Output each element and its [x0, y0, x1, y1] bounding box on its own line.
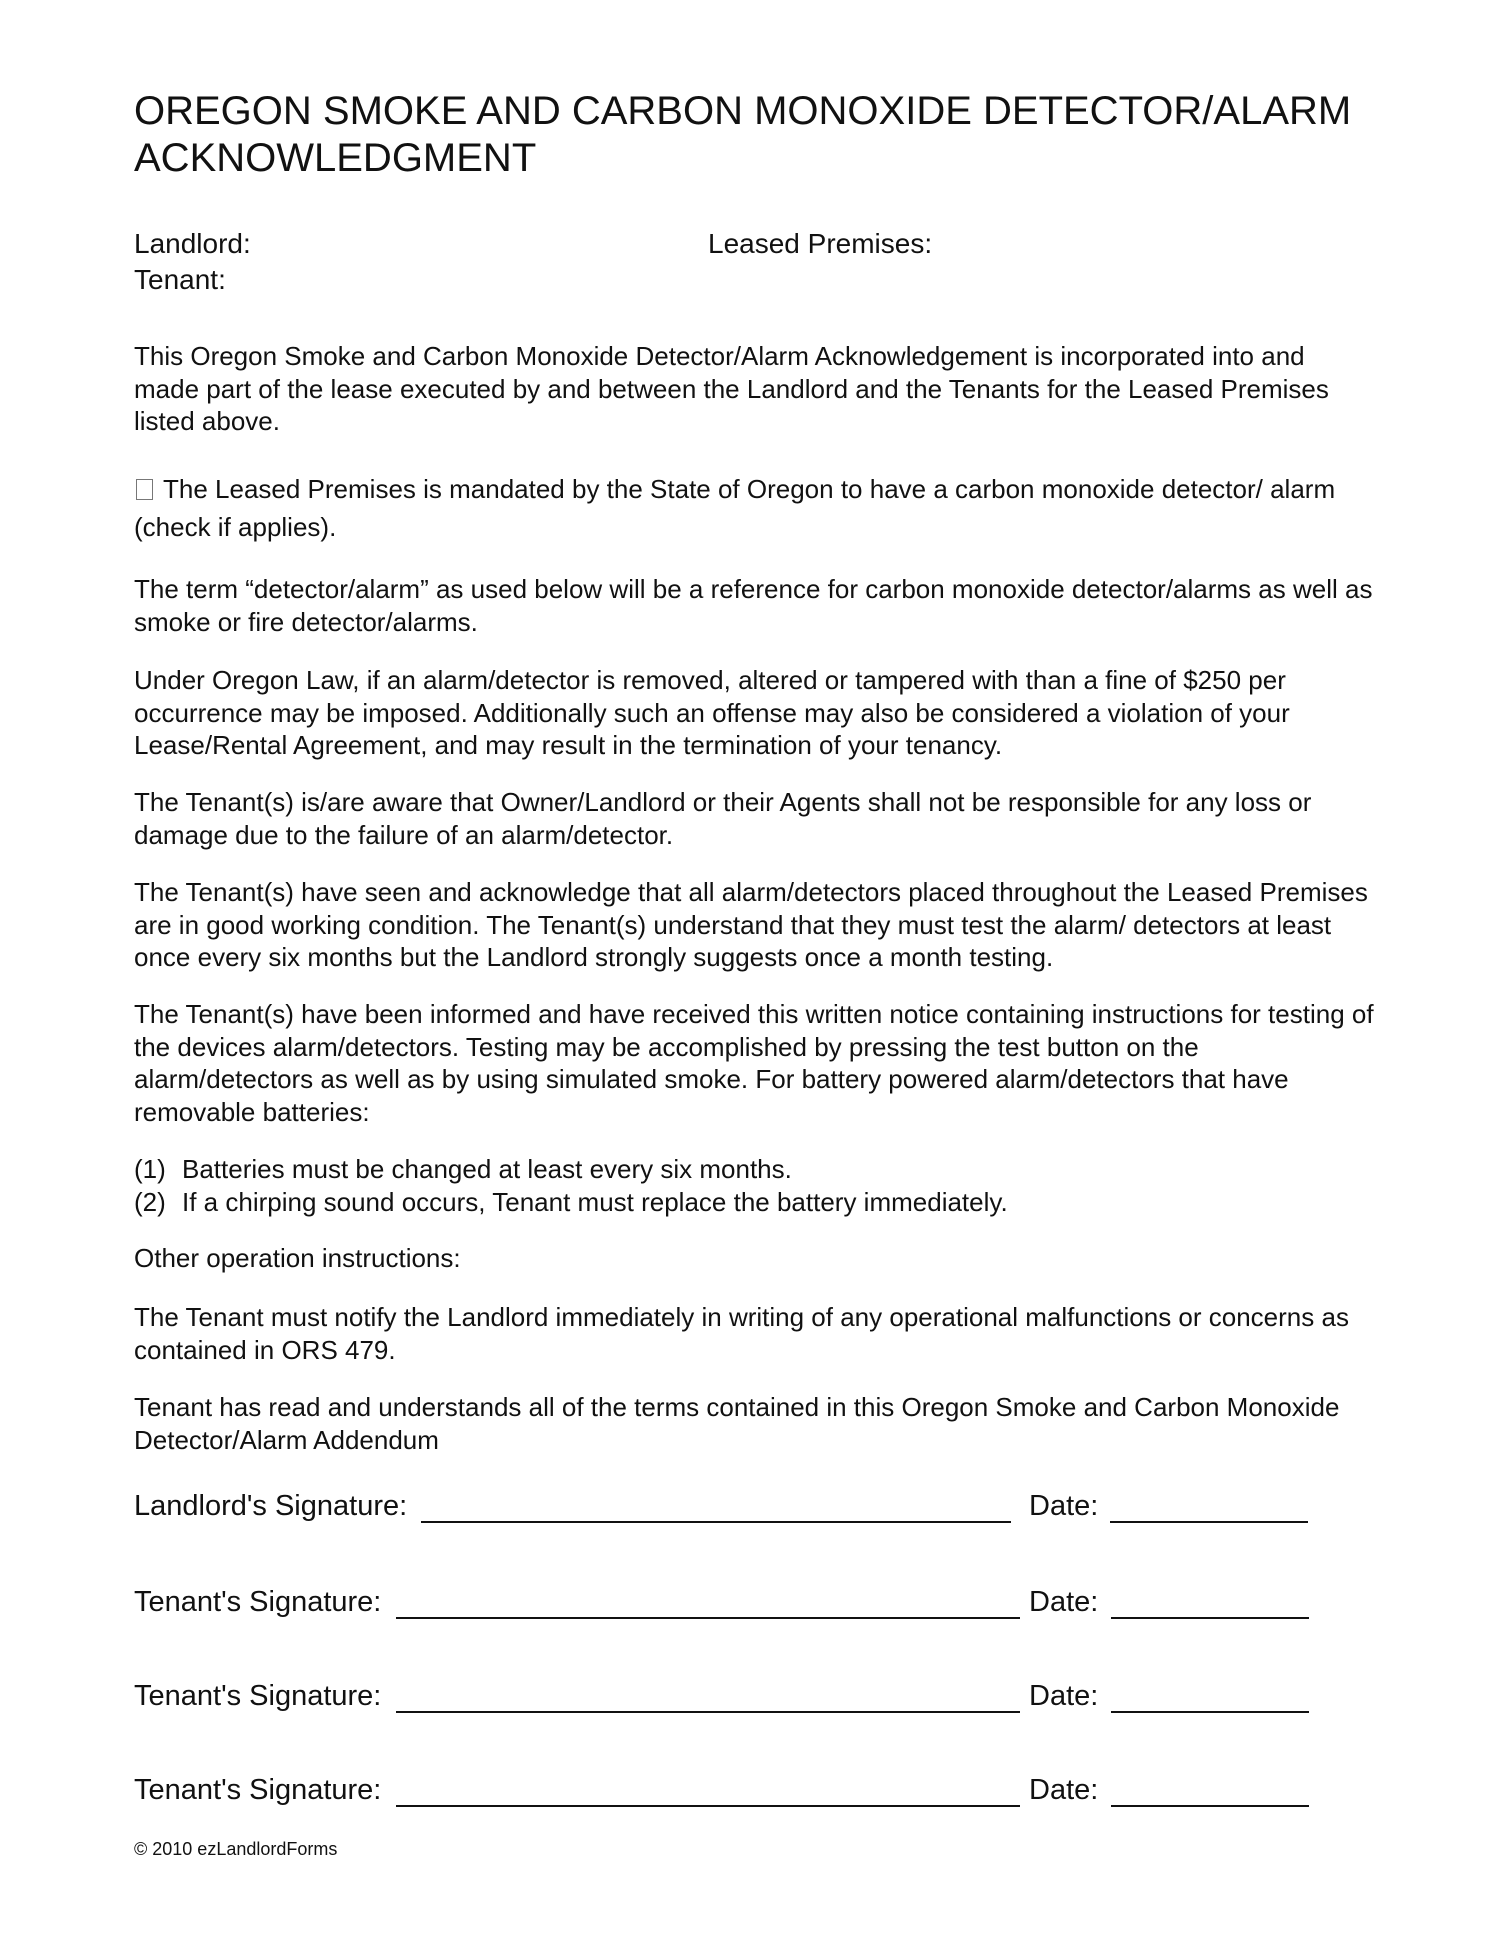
other-instructions-label: Other operation instructions: — [134, 1243, 461, 1273]
read-paragraph: Tenant has read and understands all of the terms contained in this Oregon Smoke and Carbon Monoxide Detector/Alarm Addendum — [134, 1392, 1340, 1455]
list-item-number: (2) — [134, 1187, 166, 1217]
tenant-signature-row — [134, 1772, 1414, 1812]
notify-paragraph: The Tenant must notify the Landlord immediately in writing of any operational malfunctions or concerns as contained in ORS 479. — [134, 1302, 1349, 1365]
tenant-signature-line[interactable] — [396, 1617, 1020, 1619]
acknowledge-paragraph: The Tenant(s) have seen and acknowledge that all alarm/detectors placed throughout the Leased Premises are in good working condition. The Tenant(s) understand that they must test the alarm/ detectors at least once every six months but the Landlord strongly suggests once a month testing. — [134, 877, 1368, 972]
tenant-date-line[interactable] — [1111, 1711, 1309, 1713]
document-title: OREGON SMOKE AND CARBON MONOXIDE DETECTOR/ALARM ACKNOWLEDGMENT — [134, 89, 1352, 180]
tenant-label: Tenant: — [134, 264, 226, 295]
intro-paragraph: This Oregon Smoke and Carbon Monoxide Detector/Alarm Acknowledgement is incorporated into and made part of the lease executed by and between the Landlord and the Tenants for the Leased Premises listed above. — [134, 341, 1329, 436]
co-mandate-checkbox[interactable] — [136, 479, 153, 500]
tenant-signature-line[interactable] — [396, 1805, 1020, 1807]
list-item — [134, 1186, 1008, 1219]
landlord-label: Landlord: — [134, 228, 251, 259]
signature-label: Tenant's Signature: — [134, 1586, 382, 1618]
list-item-number: (1) — [134, 1154, 166, 1184]
tenant-signature-line[interactable] — [396, 1711, 1020, 1713]
aware-paragraph: The Tenant(s) is/are aware that Owner/Landlord or their Agents shall not be responsible for any loss or damage due to the failure of an alarm/detector. — [134, 787, 1312, 850]
date-label: Date: — [1029, 1774, 1099, 1806]
signature-label: Landlord's Signature: — [134, 1490, 408, 1522]
signature-label: Tenant's Signature: — [134, 1680, 382, 1712]
landlord-date-line[interactable] — [1110, 1521, 1308, 1523]
list-item-text: If a chirping sound occurs, Tenant must replace the battery immediately. — [182, 1187, 1008, 1217]
tenant-signature-row — [134, 1584, 1414, 1624]
informed-paragraph: The Tenant(s) have been informed and have received this written notice containing instructions for testing of the devices alarm/detectors. Testing may be accomplished by pressing the test button on the alarm/detectors as well as by using simulated smoke. For battery powered alarm/detectors that have removable batteries: — [134, 999, 1374, 1127]
leased-premises-label: Leased Premises: — [708, 228, 933, 259]
copyright-footer: © 2010 ezLandlordForms — [134, 1839, 338, 1859]
tenant-date-line[interactable] — [1111, 1805, 1309, 1807]
law-paragraph: Under Oregon Law, if an alarm/detector is removed, altered or tampered with than a fine of $250 per occurrence may be imposed. Additionally such an offense may also be considered a violation of your Lease/Rental Agreement, and may result in the termination of your tenancy. — [134, 665, 1290, 760]
date-label: Date: — [1029, 1490, 1099, 1522]
date-label: Date: — [1029, 1680, 1099, 1712]
list-item — [134, 1153, 792, 1186]
signature-label: Tenant's Signature: — [134, 1774, 382, 1806]
landlord-signature-line[interactable] — [421, 1521, 1011, 1523]
co-mandate-checkbox-row — [134, 470, 1374, 546]
list-item-text: Batteries must be changed at least every six months. — [182, 1154, 792, 1184]
date-label: Date: — [1029, 1586, 1099, 1618]
co-mandate-text: The Leased Premises is mandated by the State of Oregon to have a carbon monoxide detector/ alarm (check if applies). — [134, 474, 1336, 542]
landlord-signature-row — [134, 1488, 1414, 1528]
tenant-signature-row — [134, 1678, 1414, 1718]
tenant-date-line[interactable] — [1111, 1617, 1309, 1619]
term-paragraph: The term “detector/alarm” as used below will be a reference for carbon monoxide detector/alarms as well as smoke or fire detector/alarms. — [134, 574, 1373, 637]
